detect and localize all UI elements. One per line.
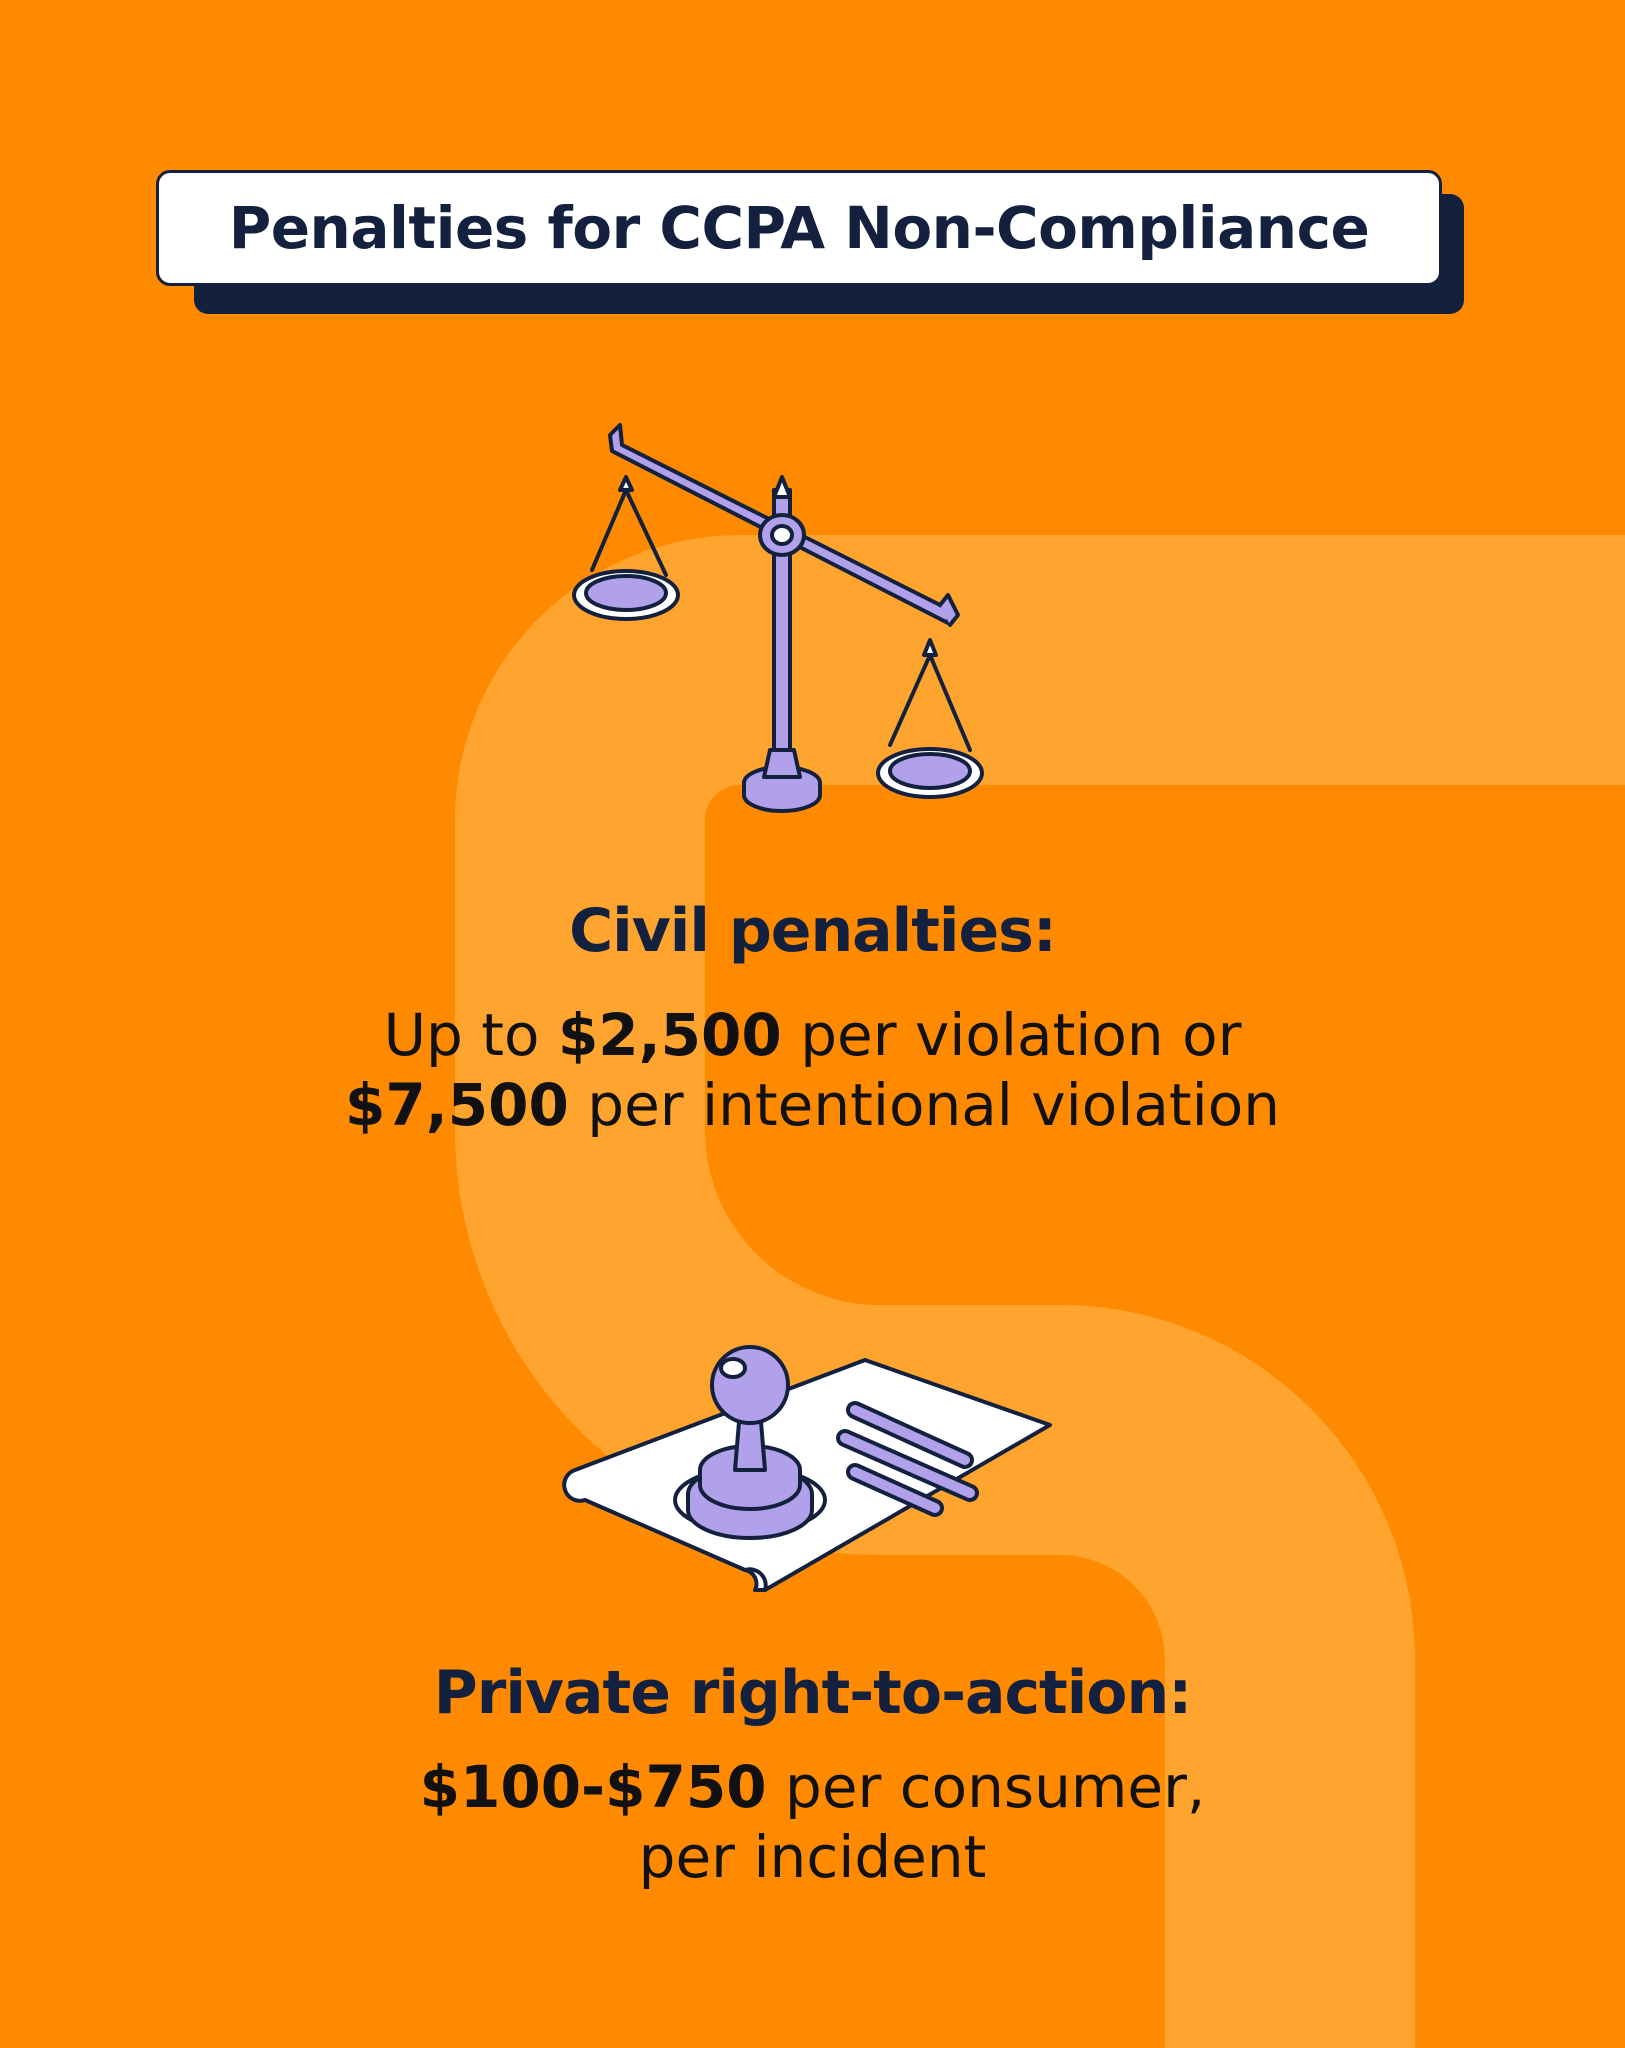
- section-heading-civil: Civil penalties:: [569, 896, 1056, 966]
- section-heading-private: Private right-to-action:: [433, 1658, 1192, 1728]
- page-title: Penalties for CCPA Non-Compliance: [228, 194, 1370, 262]
- stamp-document-icon: [555, 1320, 1075, 1610]
- civil-line-2: $7,500 per intentional violation: [345, 1071, 1280, 1139]
- civil-line-1: Up to $2,500 per violation or: [383, 1001, 1242, 1069]
- title-box: [156, 170, 1442, 286]
- private-line-1: $100-$750 per consumer,: [419, 1753, 1206, 1821]
- section-body-civil: [0, 1000, 1625, 1140]
- scales-of-justice-icon: [560, 415, 1000, 835]
- private-line-2: per incident: [638, 1823, 987, 1891]
- section-body-private: [0, 1752, 1625, 1892]
- title-banner: [156, 170, 1446, 294]
